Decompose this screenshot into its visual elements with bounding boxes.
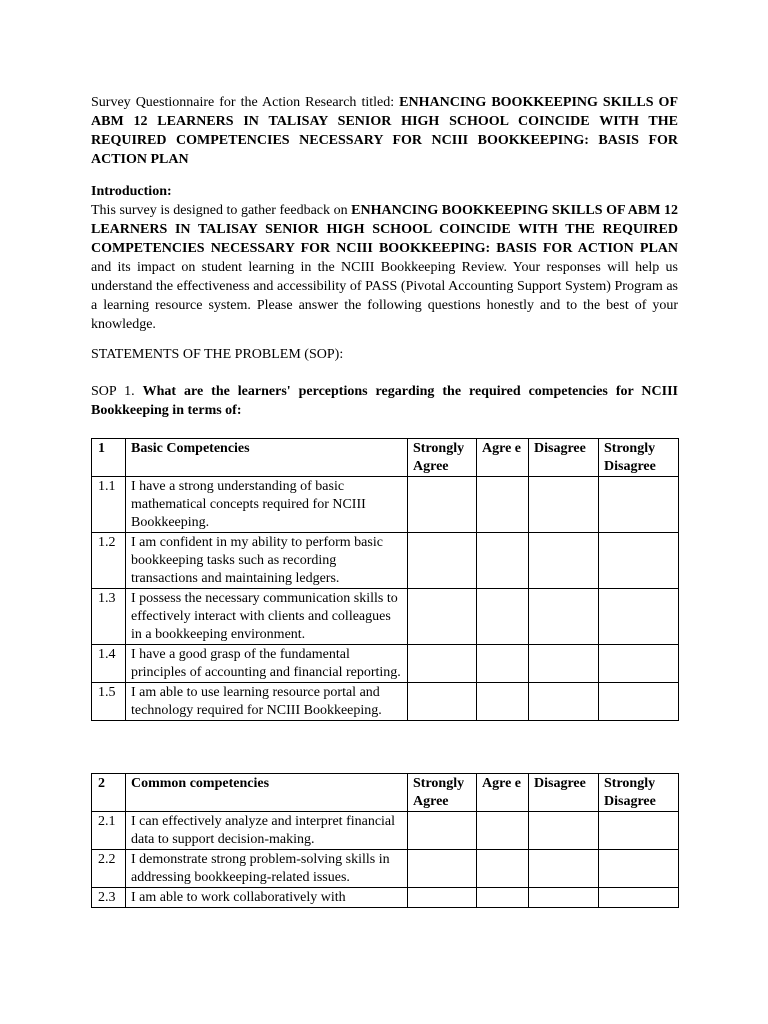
answer-cell-disagree[interactable] (529, 533, 599, 589)
answer-cell-strongly-agree[interactable] (408, 683, 477, 721)
table-row (92, 589, 679, 645)
answer-cell-strongly-disagree[interactable] (599, 683, 679, 721)
table-title: Basic Competencies (126, 439, 408, 477)
item-statement: I have a good grasp of the fundamental principles of accounting and financial reporting. (126, 645, 408, 683)
table-number: 2 (92, 774, 126, 812)
answer-cell-disagree[interactable] (529, 850, 599, 888)
answer-cell-agree[interactable] (477, 888, 529, 908)
answer-cell-agree[interactable] (477, 683, 529, 721)
answer-cell-strongly-agree[interactable] (408, 850, 477, 888)
answer-cell-agree[interactable] (477, 533, 529, 589)
answer-cell-disagree[interactable] (529, 683, 599, 721)
answer-cell-disagree[interactable] (529, 812, 599, 850)
table-header-row (92, 774, 679, 812)
answer-cell-agree[interactable] (477, 477, 529, 533)
item-number: 2.3 (92, 888, 126, 908)
item-statement: I am confident in my ability to perform basic bookkeeping tasks such as recording transactions and maintaining ledgers. (126, 533, 408, 589)
answer-cell-strongly-disagree[interactable] (599, 850, 679, 888)
answer-cell-disagree[interactable] (529, 645, 599, 683)
answer-cell-agree[interactable] (477, 645, 529, 683)
answer-cell-strongly-agree[interactable] (408, 477, 477, 533)
table-row (92, 683, 679, 721)
header-strongly-agree: Strongly Agree (408, 774, 477, 812)
header-agree: Agre e (477, 439, 529, 477)
answer-cell-strongly-disagree[interactable] (599, 888, 679, 908)
table-row (92, 888, 679, 908)
item-statement: I am able to work collaboratively with (126, 888, 408, 908)
answer-cell-strongly-agree[interactable] (408, 589, 477, 645)
answer-cell-strongly-agree[interactable] (408, 533, 477, 589)
item-number: 1.2 (92, 533, 126, 589)
introduction-section (91, 182, 678, 334)
item-number: 2.1 (92, 812, 126, 850)
table-title: Common competencies (126, 774, 408, 812)
introduction-text (91, 201, 678, 334)
sop-heading: STATEMENTS OF THE PROBLEM (SOP): (91, 347, 344, 362)
introduction-text-before: This survey is designed to gather feedback on (91, 203, 352, 218)
table-row (92, 533, 679, 589)
item-number: 1.4 (92, 645, 126, 683)
item-number: 1.3 (92, 589, 126, 645)
sop1-question-text: What are the learners' perceptions regarding the required competencies for NCIII Bookkeeping in terms of: (91, 384, 679, 418)
header-strongly-agree: Strongly Agree (408, 439, 477, 477)
survey-heading-lead: Survey Questionnaire for the Action Research titled: (91, 95, 400, 110)
common-competencies-table (91, 773, 679, 908)
table-header-row (92, 439, 679, 477)
sop1-label: SOP 1. (91, 384, 143, 399)
item-statement: I am able to use learning resource portal and technology required for NCIII Bookkeeping. (126, 683, 408, 721)
header-agree: Agre e (477, 774, 529, 812)
item-number: 2.2 (92, 850, 126, 888)
answer-cell-strongly-disagree[interactable] (599, 477, 679, 533)
table-row (92, 850, 679, 888)
sop1-question (91, 382, 678, 420)
item-statement: I demonstrate strong problem-solving skills in addressing bookkeeping-related issues. (126, 850, 408, 888)
table-row (92, 645, 679, 683)
item-number: 1.1 (92, 477, 126, 533)
answer-cell-disagree[interactable] (529, 589, 599, 645)
survey-heading (91, 93, 678, 169)
basic-competencies-table (91, 438, 679, 721)
answer-cell-disagree[interactable] (529, 888, 599, 908)
answer-cell-strongly-agree[interactable] (408, 645, 477, 683)
introduction-text-after: and its impact on student learning in the NCIII Bookkeeping Review. Your responses will help us understand the effectiveness and accessibility of PASS (Pivotal Accounting Support System) Program as a learning resource system. Please answer the following questions honestly and to the best of your knowledge. (91, 260, 678, 332)
introduction-label: Introduction: (91, 184, 172, 199)
answer-cell-agree[interactable] (477, 850, 529, 888)
item-statement: I have a strong understanding of basic mathematical concepts required for NCIII Bookkeeping. (126, 477, 408, 533)
item-number: 1.5 (92, 683, 126, 721)
table-row (92, 477, 679, 533)
header-strongly-disagree: Strongly Disagree (599, 439, 679, 477)
answer-cell-strongly-agree[interactable] (408, 888, 477, 908)
item-statement: I possess the necessary communication skills to effectively interact with clients and colleagues in a bookkeeping environment. (126, 589, 408, 645)
item-statement: I can effectively analyze and interpret financial data to support decision-making. (126, 812, 408, 850)
introduction-bold-title: ENHANCING BOOKKEEPING SKILLS OF ABM 12 LEARNERS IN TALISAY SENIOR HIGH SCHOOL COINCIDE WITH THE REQUIRED COMPETENCIES NECESSARY FOR NCIII BOOKKEEPING: BASIS FOR ACTION PLAN (91, 203, 678, 256)
answer-cell-strongly-disagree[interactable] (599, 589, 679, 645)
table-number: 1 (92, 439, 126, 477)
answer-cell-agree[interactable] (477, 589, 529, 645)
answer-cell-strongly-disagree[interactable] (599, 533, 679, 589)
answer-cell-disagree[interactable] (529, 477, 599, 533)
answer-cell-strongly-disagree[interactable] (599, 645, 679, 683)
research-title: ENHANCING BOOKKEEPING SKILLS OF ABM 12 LEARNERS IN TALISAY SENIOR HIGH SCHOOL COINCIDE WITH THE REQUIRED COMPETENCIES NECESSARY FOR NCIII BOOKKEEPING: BASIS FOR ACTION PLAN (91, 95, 678, 167)
header-strongly-disagree: Strongly Disagree (599, 774, 679, 812)
table-row (92, 812, 679, 850)
header-disagree: Disagree (529, 774, 599, 812)
answer-cell-strongly-agree[interactable] (408, 812, 477, 850)
answer-cell-agree[interactable] (477, 812, 529, 850)
header-disagree: Disagree (529, 439, 599, 477)
document-page (91, 93, 678, 908)
answer-cell-strongly-disagree[interactable] (599, 812, 679, 850)
